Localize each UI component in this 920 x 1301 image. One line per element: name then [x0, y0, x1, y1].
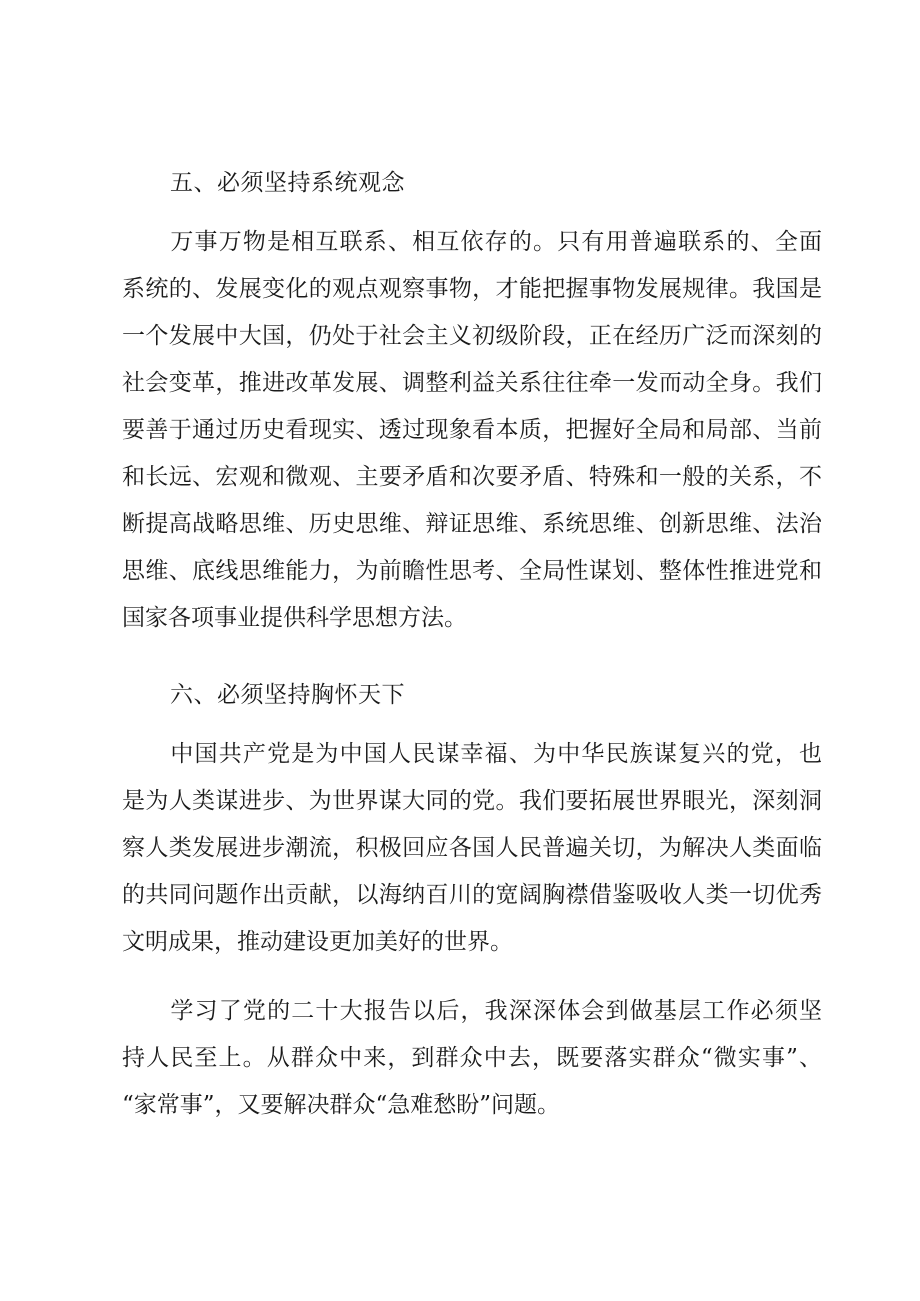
paragraph-line: 万事万物是相互联系、相互依存的。只有用普遍联系的、全面 — [122, 229, 822, 255]
paragraph-line: 国家各项事业提供科学思想方法。 — [122, 605, 467, 631]
paragraph-line: 一个发展中大国，仍处于社会主义初级阶段，正在经历广泛而深刻的 — [122, 323, 822, 349]
section-5-paragraph — [122, 219, 822, 642]
paragraph-line: 社会变革，推进改革发展、调整利益关系往往牵一发而动全身。我们 — [122, 370, 822, 396]
paragraph-line: 持人民至上。从群众中来，到群众中去，既要落实群众“微实事”、 — [122, 1045, 822, 1071]
paragraph-line: 文明成果，推动建设更加美好的世界。 — [122, 929, 513, 955]
section-6-paragraph — [122, 731, 822, 966]
paragraph-line: 察人类发展进步潮流，积极回应各国人民普遍关切，为解决人类面临 — [122, 835, 822, 861]
paragraph-line: 断提高战略思维、历史思维、辩证思维、系统思维、创新思维、法治 — [122, 511, 822, 537]
section-heading-6: 六、必须坚持胸怀天下 — [170, 682, 405, 708]
paragraph-line: 要善于通过历史看现实、透过现象看本质，把握好全局和局部、当前 — [122, 417, 822, 443]
paragraph-line: 中国共产党是为中国人民谋幸福、为中华民族谋复兴的党，也 — [122, 741, 822, 767]
paragraph-line: 和长远、宏观和微观、主要矛盾和次要矛盾、特殊和一般的关系，不 — [122, 464, 822, 490]
section-heading-5: 五、必须坚持系统观念 — [170, 170, 405, 196]
paragraph-line: “家常事”，又要解决群众“急难愁盼”问题。 — [122, 1092, 561, 1118]
paragraph-line: 是为人类谋进步、为世界谋大同的党。我们要拓展世界眼光，深刻洞 — [122, 788, 822, 814]
paragraph-line: 思维、底线思维能力，为前瞻性思考、全局性谋划、整体性推进党和 — [122, 558, 822, 584]
paragraph-line: 系统的、发展变化的观点观察事物，才能把握事物发展规律。我国是 — [122, 276, 822, 302]
paragraph-line: 学习了党的二十大报告以后，我深深体会到做基层工作必须坚 — [122, 998, 822, 1024]
paragraph-line: 的共同问题作出贡献，以海纳百川的宽阔胸襟借鉴吸收人类一切优秀 — [122, 882, 822, 908]
closing-paragraph — [122, 988, 822, 1129]
